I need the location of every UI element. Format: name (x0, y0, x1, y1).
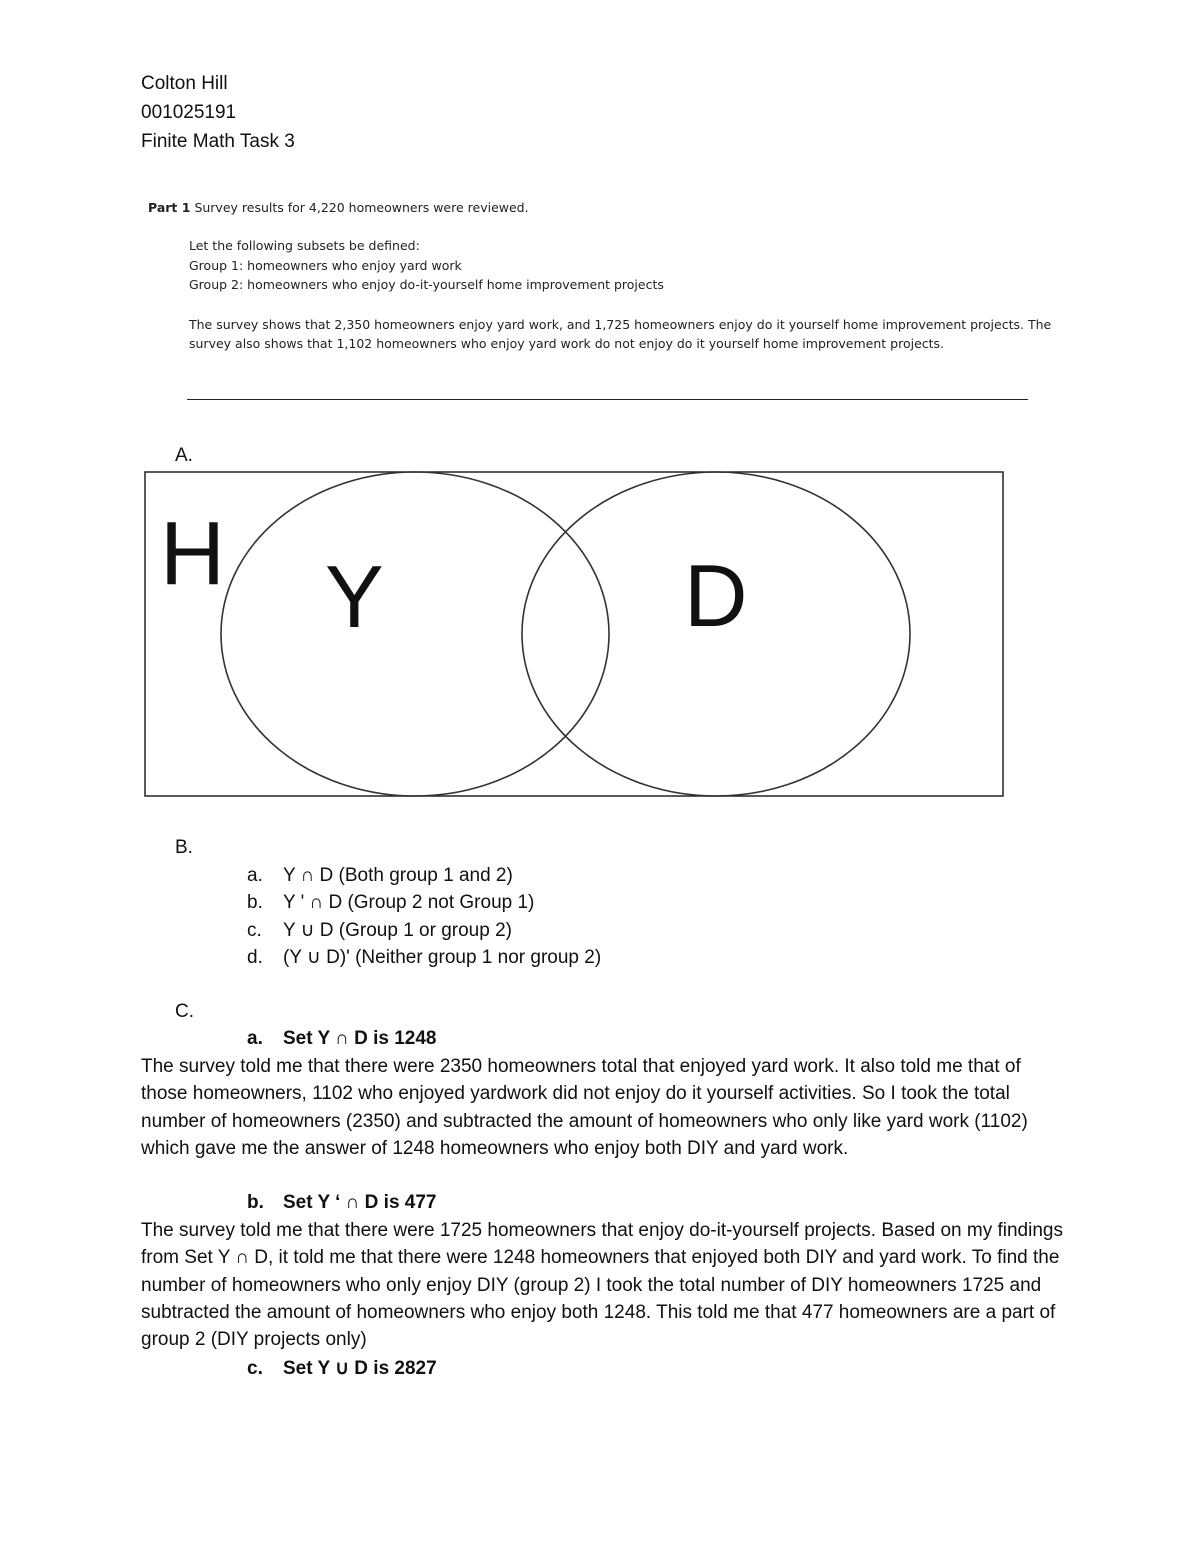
c-c-heading: c. Set Y ∪ D is 2827 (247, 1358, 437, 1379)
set-d-label: D (684, 546, 748, 645)
author-name: Colton Hill (141, 73, 228, 94)
subsets-heading: Let the following subsets be defined: (189, 238, 420, 253)
group2-definition: Group 2: homeowners who enjoy do-it-yourself home improvement projects (189, 277, 664, 292)
universe-label: H (160, 504, 225, 604)
c-b-heading: b. Set Y ‘ ∩ D is 477 (247, 1192, 437, 1213)
section-c-label: C. (175, 1001, 194, 1022)
section-a-label: A. (175, 445, 193, 466)
survey-line-1: The survey shows that 2,350 homeowners enjoy yard work, and 1,725 homeowners enjoy do it yourself home improvement projects. The (189, 317, 1052, 332)
part-label: Part 1 (148, 200, 191, 215)
b-item-d: d. (Y ∪ D)' (Neither group 1 nor group 2) (247, 947, 602, 968)
universe-box (145, 472, 1003, 796)
document-title: Finite Math Task 3 (141, 131, 295, 152)
c-a-heading: a. Set Y ∩ D is 1248 (247, 1028, 437, 1049)
b-item-c: c. Y ∪ D (Group 1 or group 2) (247, 920, 512, 941)
b-item-a: a. Y ∩ D (Both group 1 and 2) (247, 865, 513, 886)
group1-definition: Group 1: homeowners who enjoy yard work (189, 258, 462, 273)
problem-intro: Survey results for 4,220 homeowners were reviewed. (194, 200, 529, 215)
b-item-b: b. Y ' ∩ D (Group 2 not Group 1) (247, 892, 535, 913)
section-b-label: B. (175, 837, 193, 858)
set-y-label: Y (325, 547, 384, 646)
c-a-explanation: The survey told me that there were 2350 homeowners total that enjoyed yard work. It also told me that of those homeowners, 1102 who enjoyed yardwork did not enjoy do it yourself activities. So I took the total number of homeowners (2350) and subtracted the amount of homeowners who only like yard work (1102) which gave me the answer of 1248 homeowners who enjoy both DIY and yard work. (141, 1056, 1028, 1159)
student-id: 001025191 (141, 102, 237, 123)
survey-line-2: survey also shows that 1,102 homeowners who enjoy yard work do not enjoy do it yourself home improvement projects. (189, 336, 945, 351)
set-y-circle (221, 472, 609, 796)
c-b-explanation: The survey told me that there were 1725 homeowners that enjoy do-it-yourself projects. Based on my findings from Set Y ∩ D, it told me that there were 1248 homeowners that enjoyed both DIY and yard work. To find the number of homeowners who only enjoy DIY (group 2) I took the total number of DIY homeowners 1725 and subtracted the amount of homeowners who enjoy both 1248. This told me that 477 homeowners are a part of group 2 (DIY projects only) (141, 1220, 1063, 1351)
